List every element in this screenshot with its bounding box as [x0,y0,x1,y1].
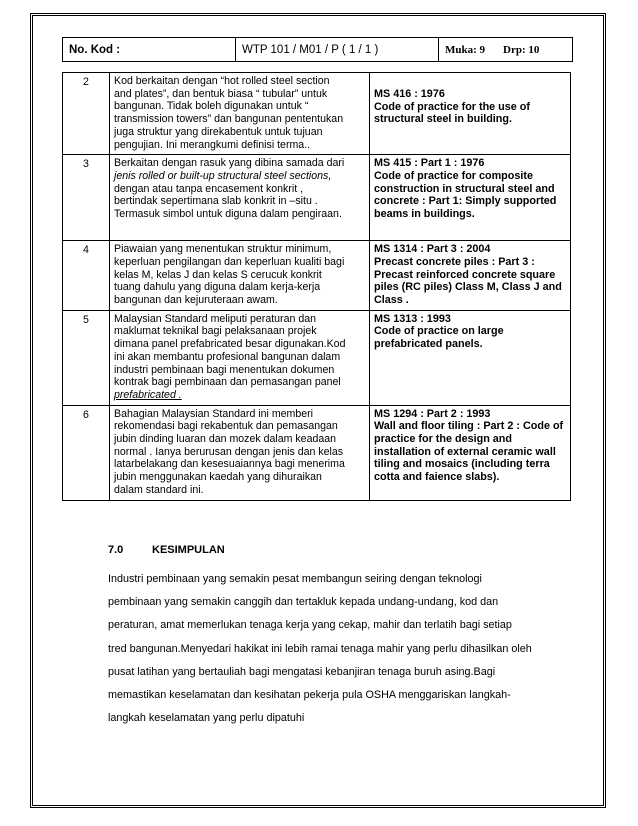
total-pages: Drp: 10 [503,43,540,56]
row-number: 2 [63,73,110,155]
standards-table [62,72,571,501]
standard-code: MS 416 : 1976 [374,88,445,100]
section-title: KESIMPULAN [152,544,225,556]
module-reference: WTP 101 / M01 / P ( 1 / 1 ) [236,38,439,62]
row-standard [370,155,571,241]
row-number: 4 [63,241,110,311]
table-row [63,73,571,155]
document-header [62,37,573,62]
row-standard [370,310,571,405]
table-row [63,310,571,405]
row-number: 5 [63,310,110,405]
table-row [63,405,571,500]
standard-title: Code of practice on large prefabricated panels. [374,325,504,351]
standard-title: Precast concrete piles : Part 3 : Precast reinforced concrete square piles (RC piles) Class M, Class J and Class . [374,255,562,307]
standard-code: MS 1313 : 1993 [374,312,451,325]
row-description: Berkaitan dengan rasuk yang dibina samada dari jenis rolled or built-up structural steel sections, dengan atau tanpa encasement konkrit , bertindak sepertimana slab konkrit in –situ . Termasuk simbol untuk diguna dalam pengiraan. [110,155,370,241]
kod-label: No. Kod : [63,38,236,62]
row-number: 6 [63,405,110,500]
row-description: Piawaian yang menentukan struktur minimum, keperluan pengilangan dan keperluan kualiti bagi kelas M, kelas J dan kelas S cerucuk konkrit tuang dahulu yang diguna dalam kerja-kerja bangunan dan kejuruteraan awam. [110,241,370,311]
section-heading [108,544,225,556]
row-standard [370,241,571,311]
row-standard [370,405,571,500]
table-row [63,241,571,311]
row-description: Kod berkaitan dengan “hot rolled steel section and plates”, dan bentuk biasa “ tubular” untuk bangunan. Tidak boleh digunakan untuk “ transmission towers” dan bangunan pententukan juga struktur yang direkabentuk untuk tujuan pengujian. Ini merangkumi definisi terma.. [110,73,370,155]
section-number: 7.0 [108,544,124,556]
conclusion-paragraph: Industri pembinaan yang semakin pesat membangun seiring dengan teknologi pembinaan yang semakin canggih dan tertakluk kepada undang-undang, kod dan peraturan, amat memerlukan tenaga kerja yang cekap, mahir dan terlatih bagi setiap tred bangunan.Menyedari hakikat ini lebih ramai tenaga mahir yang perlu dihasilkan oleh pusat latihan yang bertauliah bagi mengatasi kebanjiran tenaga buruh asing.Bagi memastikan keselamatan dan kesihatan pekerja pula OSHA menggariskan langkah- langkah keselamatan yang perlu dipatuhi [108,573,532,725]
row-number: 3 [63,155,110,241]
row-description: Malaysian Standard meliputi peraturan dan maklumat teknikal bagi pelaksanaan projek dimana panel prefabricated besar digunakan.Kod ini akan membantu profesional bangunan dalam industri pembinaan bagi menentukan dokumen kontrak bagi pembinaan dan pemasangan panel prefabricated . [110,310,370,405]
standard-code: MS 1294 : Part 2 : 1993 [374,407,491,420]
table-row [63,155,571,241]
standard-code: MS 415 : Part 1 : 1976 [374,157,485,170]
row-description: Bahagian Malaysian Standard ini memberi rekomendasi bagi rekabentuk dan pemasangan jubin dinding luaran dan mozek dalam keadaan normal . Ianya berurusan dengan jenis dan kelas latarbelakang dan kesesuaiannya bagi menerima jubin menggunakan kaedah yang dihuraikan dalam standard ini. [110,405,370,500]
standard-title: Code of practice for the use of structural steel in building. [374,100,530,126]
page-number: Muka: 9 [445,43,486,56]
row-standard [370,73,571,155]
page-info [439,38,573,62]
standard-title: Code of practice for composite construction in structural steel and concrete : Part 1: Simply supported beams in buildings. [374,169,557,221]
standard-code: MS 1314 : Part 3 : 2004 [374,243,491,256]
standard-title: Wall and floor tiling : Part 2 : Code of practice for the design and installation of external ceramic wall tiling and mosaics (including terra cotta and faience slabs). [374,420,564,484]
